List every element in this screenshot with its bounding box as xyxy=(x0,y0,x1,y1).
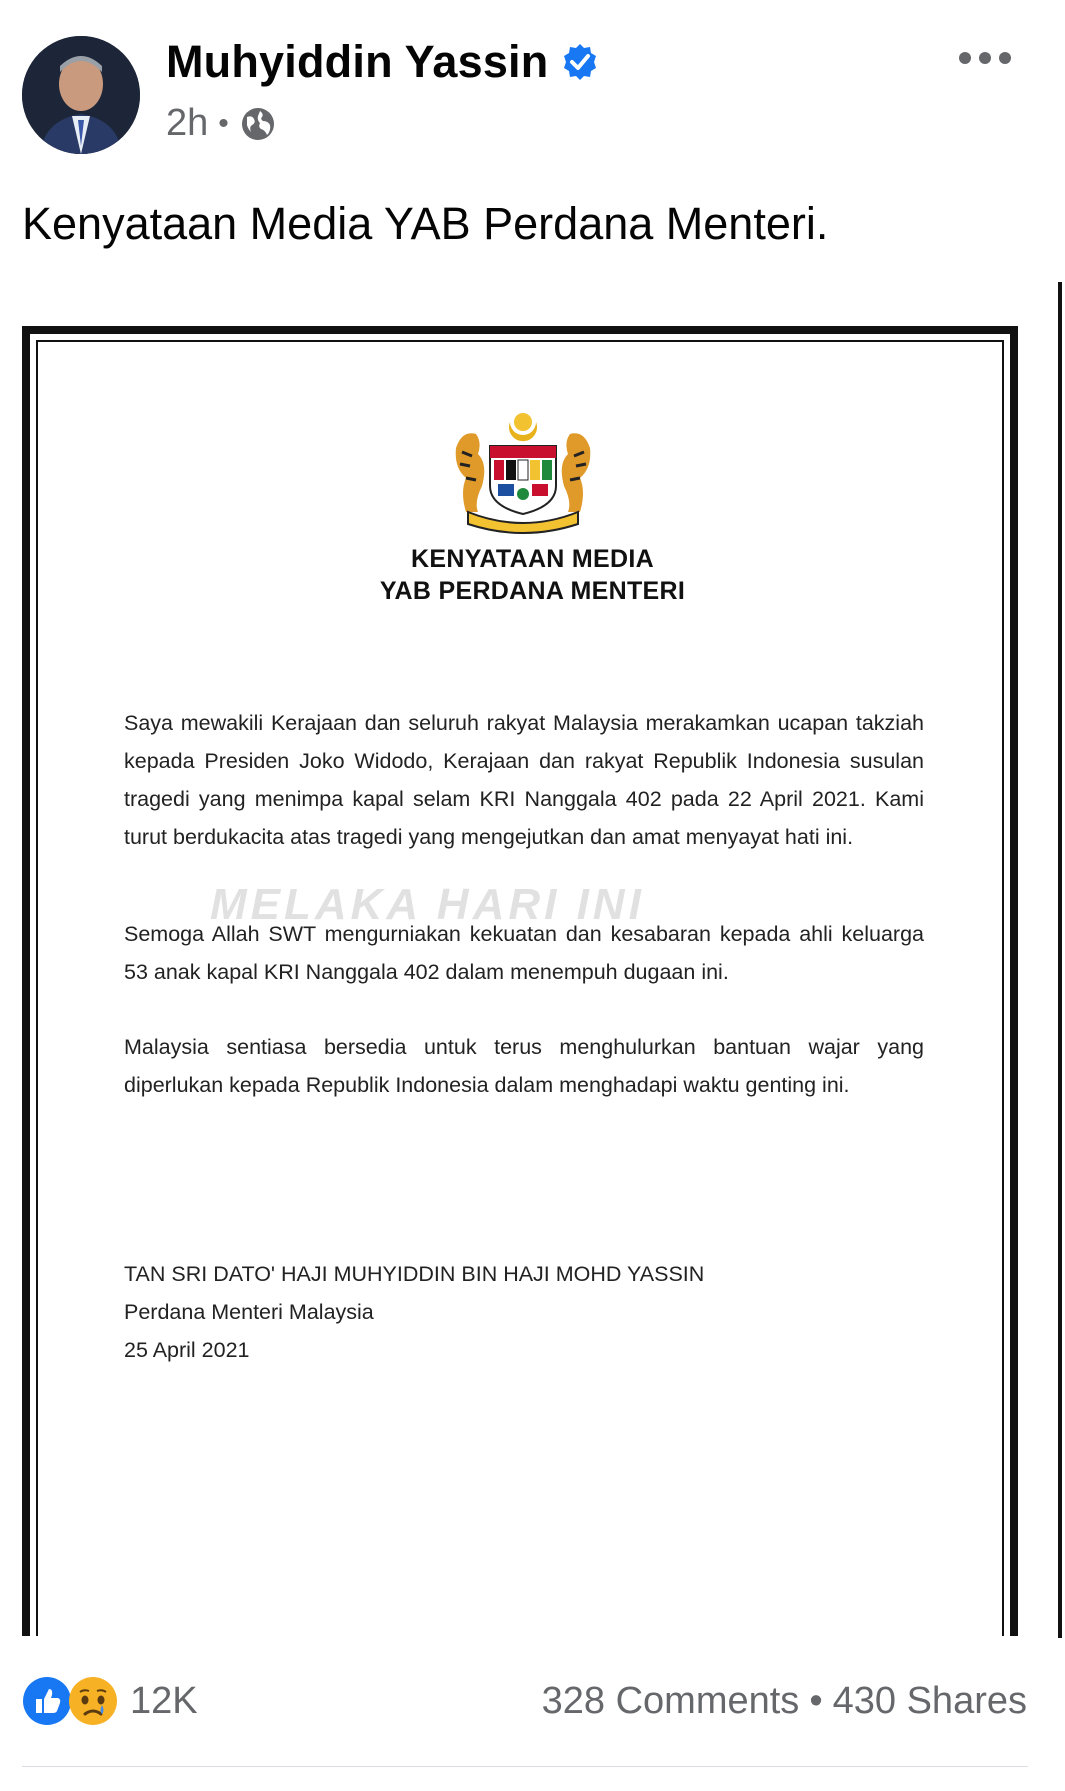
engagement-separator: • xyxy=(809,1680,823,1722)
statement-date: 25 April 2021 xyxy=(124,1338,250,1362)
media-divider xyxy=(1058,282,1062,1638)
post-text: Kenyataan Media YAB Perdana Menteri. xyxy=(22,198,829,249)
document-heading-line2: YAB PERDANA MENTERI xyxy=(379,577,686,605)
verified-badge-icon xyxy=(560,42,600,82)
shares-count[interactable]: 430 Shares xyxy=(832,1680,1027,1722)
engagement-summary xyxy=(542,1680,1027,1723)
author-name[interactable]: Muhyiddin Yassin xyxy=(166,36,549,87)
post-meta xyxy=(166,102,277,145)
author-avatar[interactable] xyxy=(22,36,140,154)
meta-separator: • xyxy=(218,106,229,140)
reaction-summary[interactable] xyxy=(22,1676,198,1726)
post-time[interactable]: 2h xyxy=(166,102,209,144)
footer-divider xyxy=(22,1766,1028,1767)
post-header xyxy=(0,0,1065,170)
globe-icon[interactable] xyxy=(239,105,277,143)
reaction-count[interactable]: 12K xyxy=(130,1679,198,1722)
more-options-icon[interactable] xyxy=(955,40,1015,76)
document-heading-line1: KENYATAAN MEDIA xyxy=(411,545,654,573)
sad-reaction-icon xyxy=(68,1676,118,1726)
like-reaction-icon xyxy=(22,1676,72,1726)
signatory-name: TAN SRI DATO' HAJI MUHYIDDIN BIN HAJI MOHD YASSIN xyxy=(124,1262,705,1286)
malaysia-coat-of-arms-icon xyxy=(448,408,598,534)
signatory-position: Perdana Menteri Malaysia xyxy=(124,1300,374,1324)
comments-count[interactable]: 328 Comments xyxy=(541,1680,800,1722)
document-paragraph: Saya mewakili Kerajaan dan seluruh rakyat Malaysia merakamkan ucapan takziah kepada Presiden Joko Widodo, Kerajaan dan rakyat Republik Indonesia susulan tragedi yang menimpa kapal selam KRI Nanggala 402 pada 22 April 2021. Kami turut berdukacita atas tragedi yang mengejutkan dan amat menyayat hati ini. xyxy=(124,711,924,849)
document-paragraph: Semoga Allah SWT mengurniakan kekuatan dan kesabaran kepada ahli keluarga 53 anak kapal KRI Nanggala 402 dalam menempuh dugaan ini. xyxy=(124,922,924,984)
watermark: MELAKA HARI INI xyxy=(210,880,645,929)
document-paragraph: Malaysia sentiasa bersedia untuk terus menghulurkan bantuan wajar yang diperlukan kepada Republik Indonesia dalam menghadapi waktu genting ini. xyxy=(124,1035,924,1097)
